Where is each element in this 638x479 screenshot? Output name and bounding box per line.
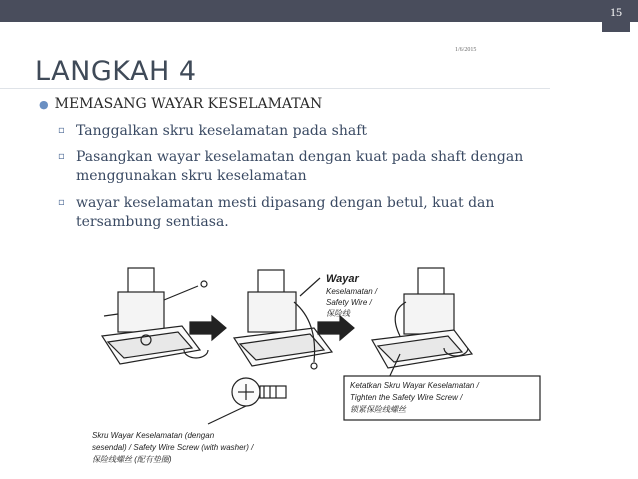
sub-bullet-3: [58, 193, 578, 232]
screw-label-1: Skru Wayar Keselamatan (dengan: [92, 431, 215, 440]
main-bullet: [39, 96, 322, 112]
screw-label-3: 保险线螺丝 (配有垫圈): [92, 455, 172, 464]
wire-label-1: Wayar: [326, 273, 359, 285]
wire-label-2: Keselamatan /: [326, 287, 378, 296]
shaft-assembly-3-icon: [372, 268, 472, 368]
tighten-label-3: 锁紧保险线螺丝: [350, 405, 406, 414]
sub-bullet-1-line1: Tanggalkan skru keselamatan pada shaft: [76, 123, 368, 139]
shaft-assembly-2-icon: [234, 270, 332, 369]
square-bullet-icon: ▫: [58, 151, 65, 162]
screw-label-2: sesendal) / Safety Wire Screw (with washer) /: [92, 443, 254, 452]
tighten-label-2: Tighten the Safety Wire Screw /: [350, 393, 463, 402]
sub-bullet-2: [58, 147, 578, 186]
screw-closeup-icon: [232, 378, 286, 406]
sub-bullet-3-line1: wayar keselamatan mesti dipasang dengan betul, kuat dan: [76, 195, 495, 211]
page-number: 15: [602, 0, 630, 32]
wire-label-3: Safety Wire /: [326, 298, 372, 307]
sub-bullet-2-line2: menggunakan skru keselamatan: [76, 168, 307, 184]
sub-bullet-3-line2: tersambung sentiasa.: [76, 214, 229, 230]
sub-bullet-2-line1: Pasangkan wayar keselamatan dengan kuat pada shaft dengan: [76, 149, 524, 165]
safety-wire-diagram: [88, 262, 558, 476]
wire-leader-line: [300, 278, 320, 296]
square-bullet-icon: ▫: [58, 125, 65, 136]
arrow-right-icon: [318, 316, 354, 340]
bullet-icon: ●: [39, 98, 49, 111]
square-bullet-icon: ▫: [58, 197, 65, 208]
tighten-label-1: Ketatkan Skru Wayar Keselamatan /: [350, 381, 479, 390]
screw-leader-line: [208, 406, 246, 424]
shaft-assembly-1-icon: [102, 268, 208, 364]
slide-date: 1/6/2015: [455, 47, 477, 53]
arrow-right-icon: [190, 316, 226, 340]
title-divider: [0, 88, 550, 89]
wire-label-4: 保险线: [326, 309, 350, 318]
main-bullet-text: MEMASANG WAYAR KESELAMATAN: [54, 96, 323, 112]
top-bar: [0, 0, 638, 22]
sub-bullet-1: [58, 121, 578, 141]
slide-title: LANGKAH 4: [35, 56, 197, 87]
